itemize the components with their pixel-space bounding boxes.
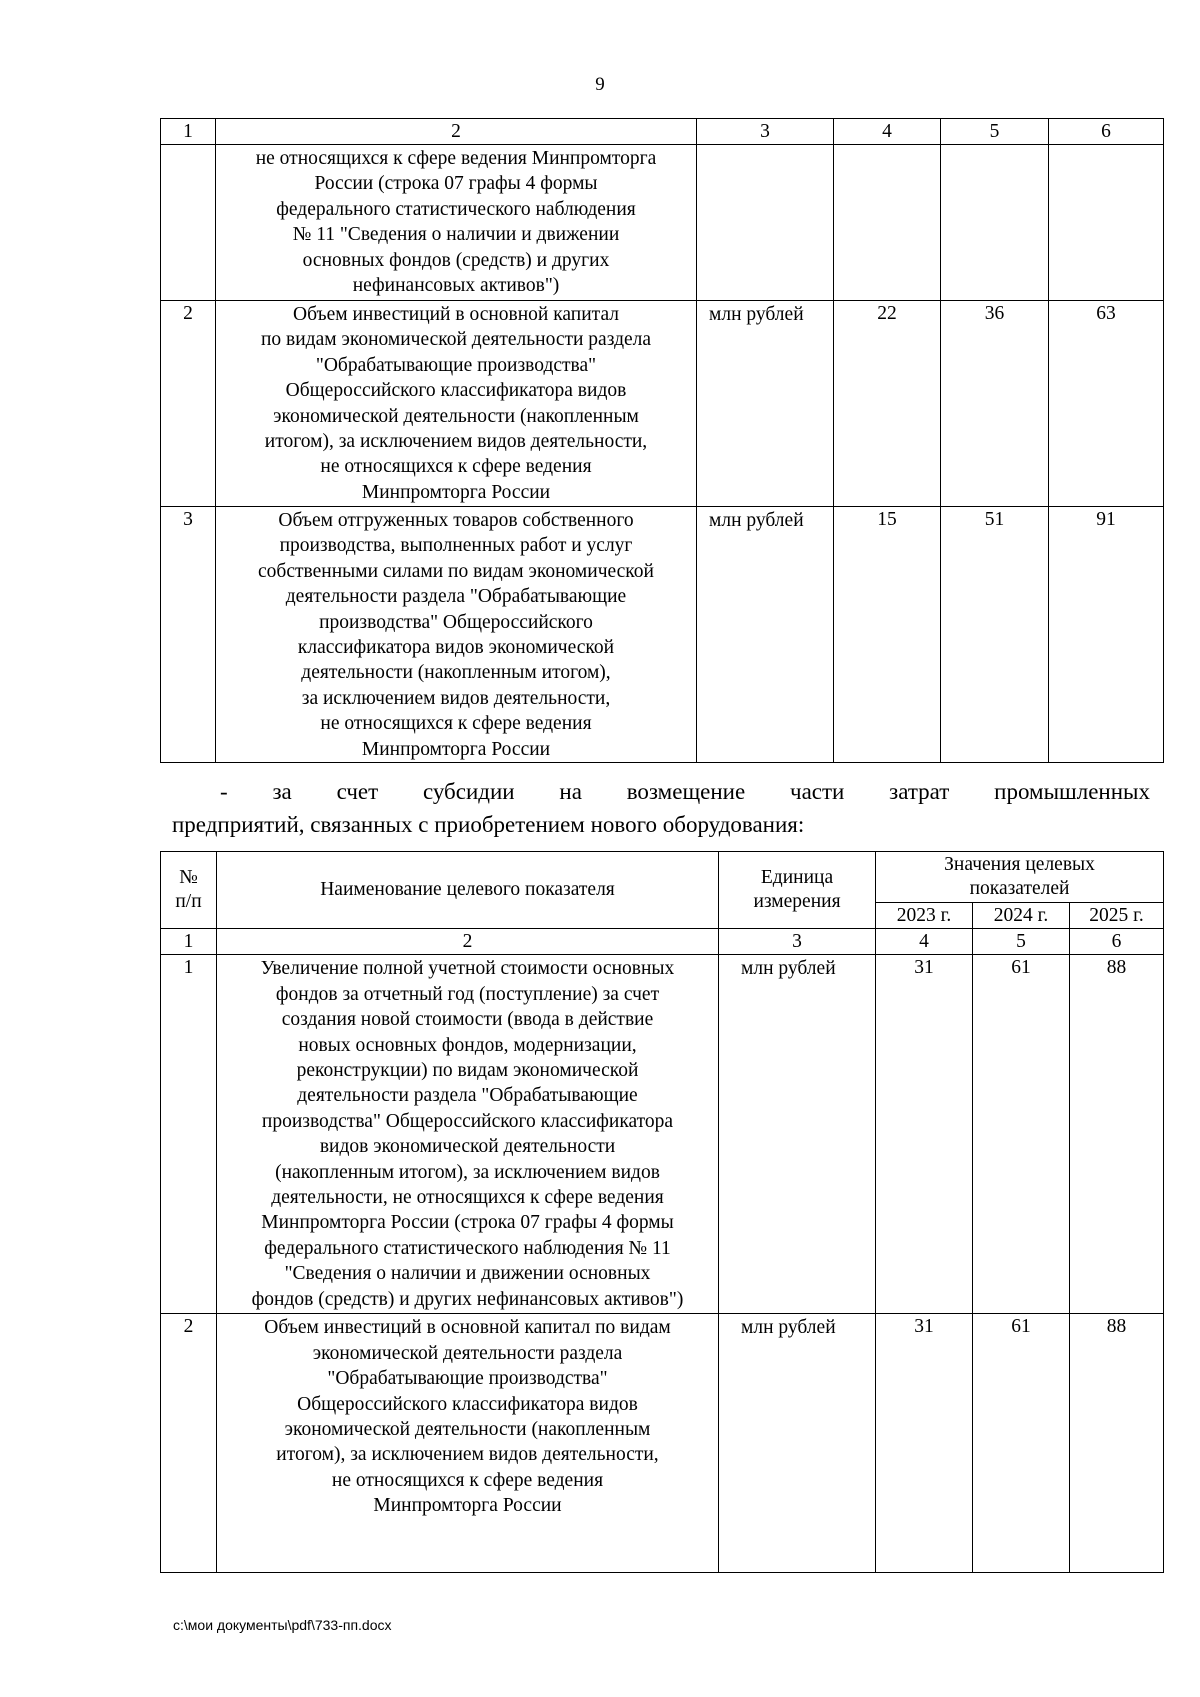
text-line: нефинансовых активов"): [352, 275, 560, 297]
text-line: № 11 "Сведения о наличии и движении: [292, 224, 620, 246]
row-number: 2: [161, 301, 216, 507]
text-line: Минпромторга России (строка 07 графы 4 формы: [261, 1212, 674, 1234]
indicator-name: [217, 955, 719, 1314]
subsidy-paragraph: [172, 775, 1150, 841]
col-number: 5: [941, 119, 1049, 145]
text-line: не относящихся к сфере ведения: [331, 1469, 604, 1491]
value-2024: [941, 145, 1049, 301]
col-number: 1: [161, 929, 217, 955]
header-year-2024: 2024 г.: [973, 903, 1070, 929]
col-number: 3: [719, 929, 876, 955]
header-row-number: [161, 852, 217, 929]
header-indicator-name: Наименование целевого показателя: [217, 852, 719, 929]
text-line: по видам экономической деятельности раздела: [260, 329, 652, 351]
text-line: федерального статистического наблюдения № 11: [264, 1237, 671, 1259]
text-line: деятельности (накопленным итогом),: [301, 662, 611, 684]
text-line: видов экономической деятельности: [319, 1136, 616, 1158]
value-2025: 88: [1070, 955, 1164, 1314]
col-number: 4: [834, 119, 941, 145]
table-row: [161, 145, 1164, 301]
col-number: 5: [973, 929, 1070, 955]
value-2025: 91: [1049, 507, 1164, 763]
value-2024: 61: [973, 955, 1070, 1314]
value-2023: 22: [834, 301, 941, 507]
text-line: "Обрабатывающие производства": [327, 1368, 608, 1390]
value-2025: [1049, 145, 1164, 301]
table-row: [161, 301, 1164, 507]
text-line: Объем отгруженных товаров собственного: [278, 510, 634, 531]
indicator-name: [216, 301, 697, 507]
text-line: за исключением видов деятельности,: [301, 687, 611, 709]
value-2023: 15: [834, 507, 941, 763]
text-line: собственными силами по видам экономической: [258, 560, 654, 582]
text-line: реконструкции) по видам экономической: [296, 1060, 639, 1082]
indicator-name: [217, 1314, 719, 1573]
col-number: 6: [1070, 929, 1164, 955]
header-year-2025: 2025 г.: [1070, 903, 1164, 929]
unit-cell: млн рублей: [719, 955, 876, 1314]
col-number: 2: [216, 119, 697, 145]
text-line: №: [179, 867, 198, 889]
text-line: новых основных фондов, модернизации,: [298, 1034, 637, 1056]
table-row: [161, 1314, 1164, 1573]
table-row: [161, 955, 1164, 1314]
text-line: Объем инвестиций в основной капитал: [293, 304, 619, 325]
text-line: создания новой стоимости (ввода в действие: [281, 1009, 654, 1031]
indicator-name: [216, 145, 697, 301]
text-line: не относящихся к сфере ведения: [320, 713, 592, 735]
col-number: 2: [217, 929, 719, 955]
header-target-values: Значения целевых показателей: [876, 852, 1164, 903]
text-line: экономической деятельности раздела: [312, 1342, 623, 1364]
table-row: [161, 507, 1164, 763]
value-2025: 63: [1049, 301, 1164, 507]
indicators-table-continued: [160, 118, 1164, 763]
value-2024: 51: [941, 507, 1049, 763]
text-line: производства, выполненных работ и услуг: [279, 535, 633, 557]
unit-cell: млн рублей: [697, 301, 834, 507]
text-line: основных фондов (средств) и других: [302, 249, 610, 271]
text-line: деятельности раздела "Обрабатывающие: [285, 586, 627, 608]
col-number: 4: [876, 929, 973, 955]
text-line: Единица: [760, 867, 834, 889]
indicators-table-equipment: [160, 851, 1164, 1573]
text-line: Минпромторга России: [373, 1495, 562, 1517]
text-line: деятельности раздела "Обрабатывающие: [297, 1085, 638, 1107]
text-line: Объем инвестиций в основной капитал по видам: [264, 1317, 671, 1339]
unit-cell: млн рублей: [719, 1314, 876, 1573]
text-line: экономической деятельности (накопленным: [284, 1419, 651, 1441]
text-line: (накопленным итогом), за исключением видов: [275, 1161, 660, 1183]
text-line: итогом), за исключением видов деятельности,: [264, 431, 648, 453]
row-number: 2: [161, 1314, 217, 1573]
value-2024: 61: [973, 1314, 1070, 1573]
value-2023: 31: [876, 1314, 973, 1573]
row-number: 1: [161, 955, 217, 1314]
value-2025: 88: [1070, 1314, 1164, 1573]
paragraph-line: предприятий, связанных с приобретением нового оборудования:: [172, 812, 805, 837]
col-number: 1: [161, 119, 216, 145]
column-number-row: [161, 929, 1164, 955]
text-line: не относящихся к сфере ведения Минпромторга: [255, 148, 657, 169]
header-unit: [719, 852, 876, 929]
text-line: Общероссийского классификатора видов: [285, 380, 627, 402]
text-line: производства" Общероссийского классификатора: [261, 1110, 674, 1132]
indicator-name: [216, 507, 697, 763]
text-line: деятельности, не относящихся к сфере ведения: [271, 1187, 664, 1209]
file-path-footer: c:\мои документы\pdf\733-пп.docx: [173, 1617, 392, 1633]
text-line: классификатора видов экономической: [297, 637, 615, 659]
value-2023: 31: [876, 955, 973, 1314]
text-line: экономической деятельности (накопленным: [273, 405, 639, 427]
text-line: производства" Общероссийского: [319, 611, 593, 633]
text-line: п/п: [175, 891, 202, 913]
text-line: Общероссийского классификатора видов: [297, 1393, 638, 1415]
paragraph-line: - за счет субсидии на возмещение части затрат промышленных: [220, 779, 1150, 804]
value-2023: [834, 145, 941, 301]
text-line: фондов за отчетный год (поступление) за счет: [275, 983, 660, 1005]
value-2024: 36: [941, 301, 1049, 507]
header-row: [161, 852, 1164, 903]
text-line: не относящихся к сфере ведения: [320, 456, 592, 478]
text-line: итогом), за исключением видов деятельности,: [276, 1444, 659, 1466]
column-number-row: [161, 119, 1164, 145]
text-line: фондов (средств) и других нефинансовых активов"): [251, 1288, 684, 1310]
text-line: "Обрабатывающие производства": [315, 354, 597, 376]
text-line: Минпромторга России: [361, 738, 551, 760]
text-line: России (строка 07 графы 4 формы: [314, 173, 598, 195]
text-line: измерения: [753, 891, 841, 913]
text-line: "Сведения о наличии и движении основных: [284, 1263, 651, 1285]
row-number: 3: [161, 507, 216, 763]
text-line: федерального статистического наблюдения: [276, 198, 636, 220]
row-number: [161, 145, 216, 301]
header-year-2023: 2023 г.: [876, 903, 973, 929]
col-number: 3: [697, 119, 834, 145]
unit-cell: [697, 145, 834, 301]
header-text: [161, 866, 216, 914]
page-number: 9: [595, 74, 605, 95]
unit-cell: млн рублей: [697, 507, 834, 763]
header-text: [719, 866, 875, 914]
text-line: Минпромторга России: [361, 481, 551, 503]
col-number: 6: [1049, 119, 1164, 145]
text-line: Увеличение полной учетной стоимости основных: [260, 958, 675, 980]
